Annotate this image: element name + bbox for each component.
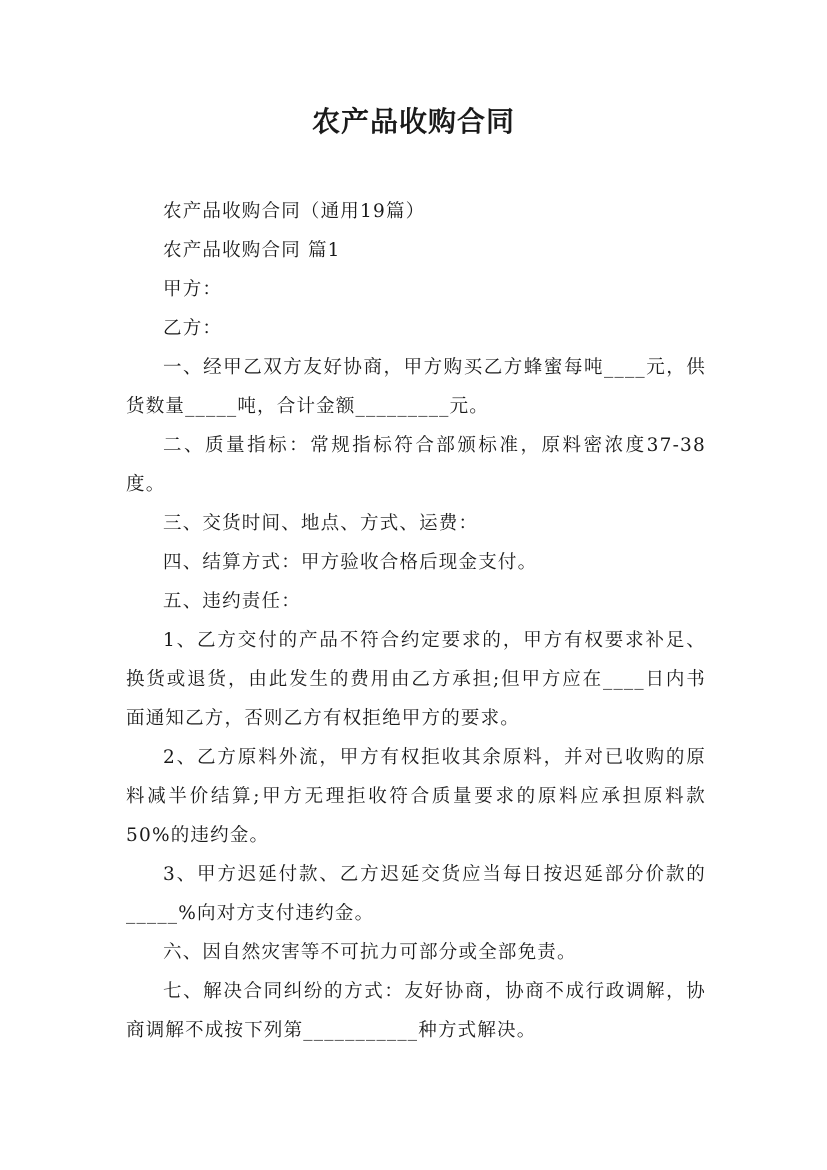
paragraph-clause-6: 六、因自然灾害等不可抗力可部分或全部免责。 xyxy=(163,942,577,963)
paragraph-party-b: 乙方： xyxy=(163,318,223,339)
paragraph-clause-5-item-3: 3、甲方迟延付款、乙方迟延交货应当每日按迟延部分价款的_____%向对方支付违约金。 xyxy=(126,864,706,924)
document-title: 农产品收购合同 xyxy=(311,105,515,138)
paragraph-collection-title: 农产品收购合同（通用19篇） xyxy=(163,201,426,222)
paragraph-clause-4: 四、结算方式：甲方验收合格后现金支付。 xyxy=(163,552,538,573)
paragraph-clause-7: 七、解决合同纠纷的方式：友好协商，协商不成行政调解，协商调解不成按下列第___________种方式解决。 xyxy=(126,981,706,1041)
paragraph-clause-5-item-1: 1、乙方交付的产品不符合约定要求的，甲方有权要求补足、换货或退货，由此发生的费用由乙方承担;但甲方应在____日内书面通知乙方，否则乙方有权拒绝甲方的要求。 xyxy=(126,630,706,729)
paragraph-clause-5-item-2: 2、乙方原料外流，甲方有权拒收其余原料，并对已收购的原料减半价结算;甲方无理拒收符合质量要求的原料应承担原料款50%的违约金。 xyxy=(126,747,706,846)
document-body xyxy=(126,192,706,1050)
paragraph-clause-2: 二、质量指标：常规指标符合部颁标准，原料密浓度37-38度。 xyxy=(126,435,706,495)
paragraph-contract-heading: 农产品收购合同 篇1 xyxy=(163,240,341,261)
paragraph-clause-3: 三、交货时间、地点、方式、运费： xyxy=(163,513,479,534)
paragraph-party-a: 甲方： xyxy=(163,279,223,300)
paragraph-clause-1: 一、经甲乙双方友好协商，甲方购买乙方蜂蜜每吨____元，供货数量_____吨，合计金额_________元。 xyxy=(126,357,706,417)
paragraph-clause-5: 五、违约责任： xyxy=(163,591,301,612)
